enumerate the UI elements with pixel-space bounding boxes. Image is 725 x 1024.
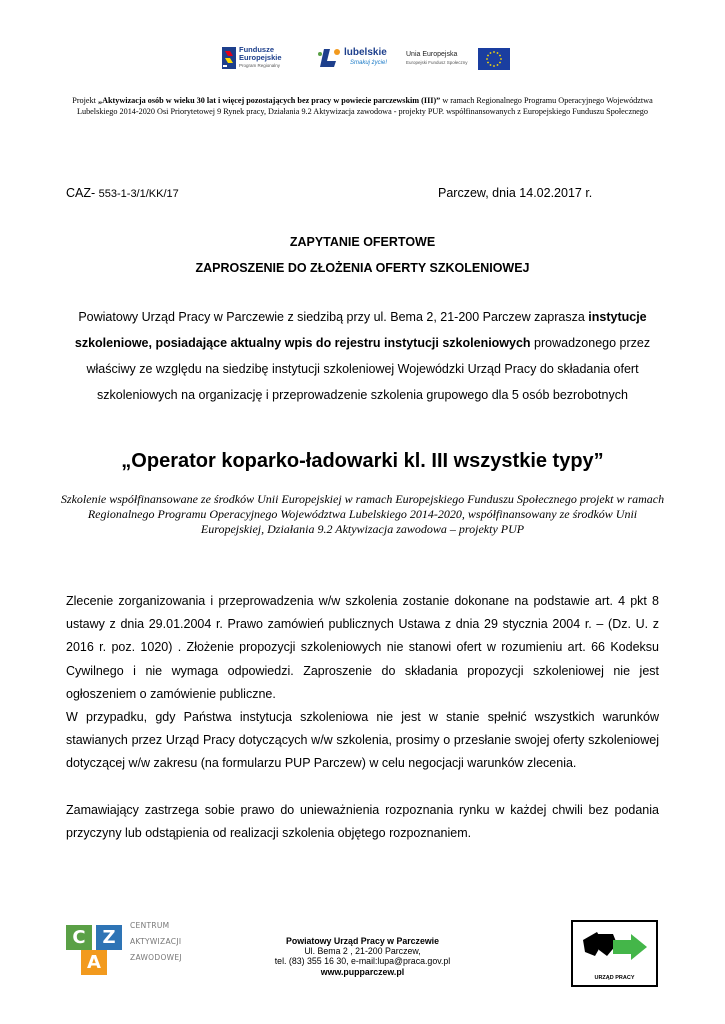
caz-block-a: A [81, 950, 107, 975]
fe-line2: Europejskie [239, 53, 282, 62]
fe-logo-text [239, 46, 282, 70]
urzad-pracy-logo [571, 920, 658, 987]
caz-word-1: CENTRUM [130, 921, 170, 930]
fe-sub: Program Regionalny [239, 63, 281, 68]
fundusze-europejskie-logo [222, 45, 302, 75]
caz-block-z: Z [96, 925, 122, 950]
funding-note: Szkolenie współfinansowane ze środków Unii Europejskiej w ramach Europejskiego Funduszu Społecznego projekt w ramach Regionalnego Programu Operacyjnego Województwa Lubelskiego 2014-2020, współfinansowany ze środków Unii Europejskiej, Działania 9.2 Aktywizacja zawodowa – projekty PUP [60, 492, 665, 536]
course-title: „Operator koparko-ładowarki kl. III wszystkie typy” [121, 450, 604, 472]
urzad-pracy-label: URZĄD PRACY [594, 975, 635, 981]
document-date: Parczew, dnia 14.02.2017 r. [438, 186, 593, 200]
body-text [66, 590, 659, 845]
intro-part1: Powiatowy Urząd Pracy w Parczewie z siedzibą przy ul. Bema 2, 21-200 Parczew zaprasza [78, 310, 589, 324]
caz-blocks [66, 921, 126, 975]
reference-number [66, 186, 179, 200]
ue-logo-text [406, 51, 468, 66]
heading-invitation: ZAPROSZENIE DO ZŁOŻENIA OFERTY SZKOLENIOWEJ [195, 261, 530, 275]
footer-office-name: Powiatowy Urząd Pracy w Parczewie [285, 936, 440, 946]
body-paragraph-3: Zamawiający zastrzega sobie prawo do unieważnienia rozpoznania rynku w każdej chwili bez podania przyczyny lub odstąpienia od realizacji szkolenia objętego rozpoznaniem. [66, 802, 659, 840]
intro-paragraph [66, 304, 659, 408]
caz-block-c: C [66, 925, 92, 950]
unia-europejska-logo [406, 45, 512, 75]
footer-phone-email: tel. (83) 355 16 30, e-mail:lupa@praca.gov.pl [274, 956, 451, 967]
caz-words [130, 918, 182, 966]
caz-logo [66, 918, 206, 976]
lubelskie-slogan: Smakuj życie! [350, 60, 388, 66]
fe-flag-icon [222, 47, 236, 69]
project-info-rest: w ramach Regionalnego Programu Operacyjnego Województwa Lubelskiego 2014-2020 Osi Priorytetowej 9 Rynek pracy, Działania 9.2 Aktywizacja zawodowa - projekty PUP. współfinansowanych z Europejskiego Funduszu Społecznego [76, 96, 653, 116]
lubelskie-logo [316, 45, 396, 75]
body-paragraph-2: W przypadku, gdy Państwa instytucja szkoleniowa nie jest w stanie spełnić wszystkich warunków stawianych przez Urząd Pracy dotyczących w/w szkolenia, prosimy o przesłanie swojej oferty szkoleniowej dotyczącej w/w zakresu (na formularzu PUP Parczew) w celu negocjacji warunków zlecenia. [66, 710, 659, 771]
ue-sub: Europejski Fundusz Społeczny [406, 60, 468, 65]
intro-part2: prowadzonego przez właściwy ze względu na siedzibę instytucji szkoleniowej Wojewódzki Urząd Pracy do składania ofert szkoleniowych na organizację i przeprowadzenie szkolenia grupowego dla 5 osób bezrobotnych [86, 336, 651, 402]
project-info [60, 95, 665, 117]
caz-word-2: AKTYWIZACJI [130, 937, 182, 946]
project-info-title: „Aktywizacja osób w wieku 30 lat i więcej pozostających bez pracy w powiecie parczewskim (III)” [97, 96, 441, 105]
caz-word-3: ZAWODOWEJ [130, 953, 182, 962]
paragraph-gap [66, 776, 659, 799]
ref-prefix: CAZ- [66, 186, 99, 200]
project-info-prefix: Projekt [72, 96, 98, 105]
heading-request-for-quote: ZAPYTANIE OFERTOWE [289, 235, 436, 249]
fe-line1: Fundusze [239, 45, 274, 54]
eu-flag-icon [478, 48, 510, 70]
intro-bold: instytucje szkoleniowe, posiadające aktualny wpis do rejestru instytucji szkoleniowych [74, 310, 647, 350]
lubelskie-name: lubelskie [344, 47, 387, 58]
ref-number: 553-1-3/1/KK/17 [98, 188, 179, 200]
footer-contact [220, 936, 505, 977]
footer-website: www.pupparczew.pl [320, 966, 405, 977]
body-paragraph-1: Zlecenie zorganizowania i przeprowadzenia w/w szkolenia zostanie dokonane na podstawie art. 4 pkt 8 ustawy z dnia 29.01.2004 r. Prawo zamówień publicznych Ustawa z dnia 29 stycznia 2004 r. – (Dz. U. z 2016 r. poz. 1020) . Złożenie propozycji szkoleniowych nie stanowi ofert w rozumieniu art. 66 Kodeksu Cywilnego i nie wymaga odpowiedzi. Zaproszenie do składania propozycji szkoleniowej nie jest ogłoszeniem o zamówienie publiczne. [66, 594, 659, 701]
ue-title: Unia Europejska [406, 51, 458, 58]
footer-address: Ul. Bema 2 , 21-200 Parczew, [304, 946, 421, 957]
lubelskie-mark-icon [316, 46, 342, 72]
header-logos [0, 45, 725, 77]
